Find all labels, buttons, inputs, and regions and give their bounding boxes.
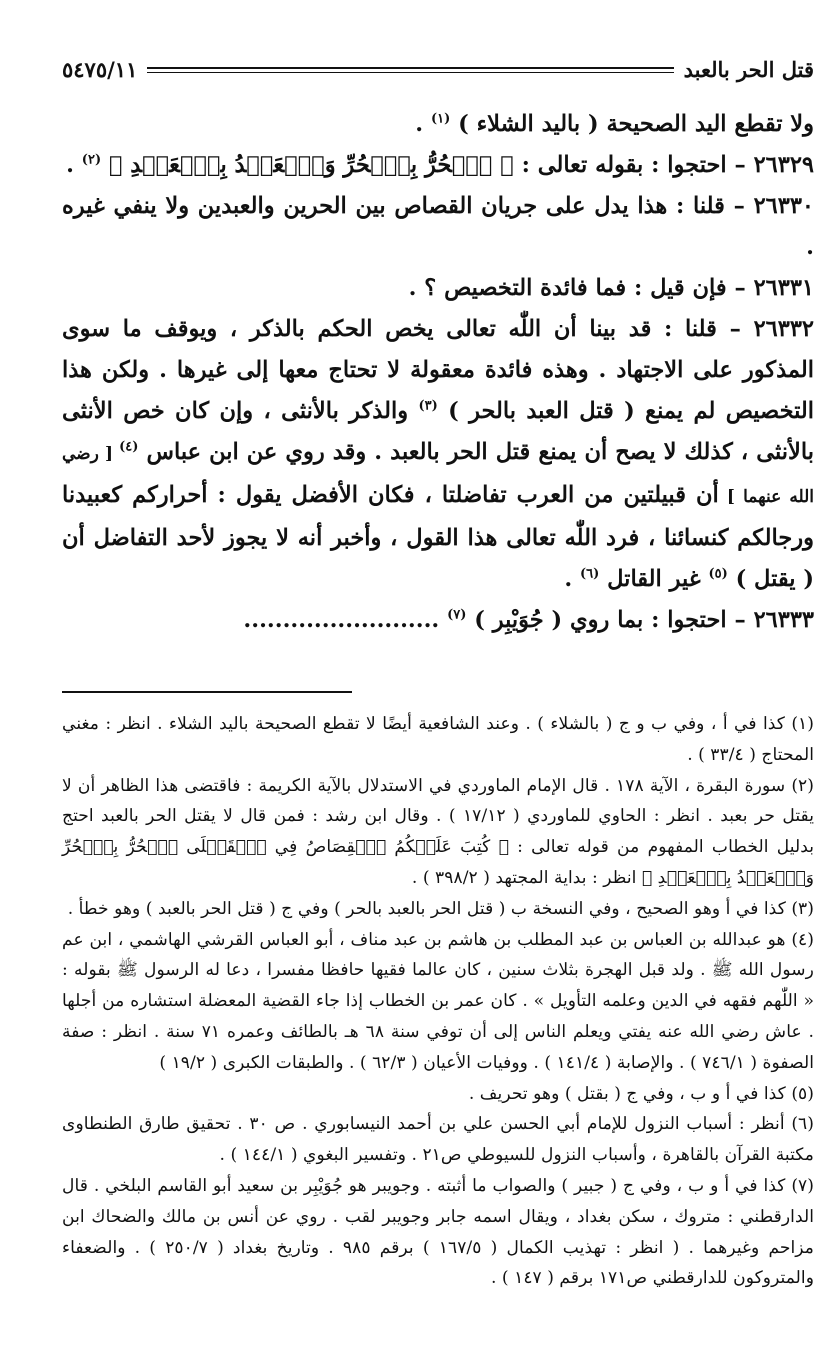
paragraph-text: والذكر بالأنثى ، وإن كان خص الأنثى بالأنثى ، كذلك لا يصح أن يمنع قتل الحر بالعبد . وقد روي عن ابن عباس xyxy=(62,398,814,465)
paragraph-number: ٢٦٣٣٣ xyxy=(753,607,814,633)
footnote-1: (١) كذا في أ ، وفي ب و ج ( بالشلاء ) . وعند الشافعية أيضًا لا تقطع الصحيحة باليد الشلاء . انظر : مغني المحتاج ( ٣٣/٤ ) . xyxy=(62,714,814,765)
paragraph-text: ولا تقطع اليد الصحيحة ( باليد الشلاء ) xyxy=(458,111,814,137)
paragraph-text: – فإن قيل : فما فائدة التخصيص ؟ . xyxy=(408,275,754,301)
paragraph-end: . xyxy=(66,152,74,178)
paragraph-number: ٢٦٣٣١ xyxy=(753,275,814,301)
paragraph-end: . xyxy=(415,111,424,137)
continuation-dots: ......................... xyxy=(243,607,448,633)
paragraph-26331 xyxy=(62,268,814,309)
quran-verse: ﴿ ٱلۡحُرُّ بِٱلۡحُرِّ وَٱلۡعَبۡدُ بِٱلۡعَبۡدِ ﴾ xyxy=(108,152,514,178)
paragraph-26329 xyxy=(62,145,814,186)
footnote-4: (٤) هو عبدالله بن العباس بن عبد المطلب بن هاشم بن عبد مناف ، أبو العباس القرشي الهاشمي ، ابن عم رسول الله ﷺ . ولد قبل الهجرة بثلاث سنين ، كان عالما فقيها حافظا مفسرا ، دعا له الرسول ﷺ بقوله : « اللّٰهم فقهه في الدين وعلمه التأويل » . كان عمر بن الخطاب إذا جاء القضية المعضلة استشاره من أجلها . عاش رضي الله عنه يفتي ويعلم الناس إلى أن توفي سنة ٦٨ هـ بالطائف وعمره ٧١ سنة . انظر : صفة الصفوة ( ٧٤٦/١ ) . والإصابة ( ١٤١/٤ ) . ووفيات الأعيان ( ٦٢/٣ ) . والطبقات الكبرى ( ١٩/٢ ) xyxy=(62,929,814,1073)
footnote-3: (٣) كذا في أ وهو الصحيح ، وفي النسخة ب ( قتل الحر بالعبد بالحر ) وفي ج ( قتل الحر بالعبد ) وهو خطأ . xyxy=(67,898,814,919)
footnote-ref[interactable]: (٦) xyxy=(580,566,600,582)
paragraph-26333 xyxy=(62,600,814,641)
footnotes xyxy=(62,709,814,1294)
honorific-glyph: [ رضي الله عنهما ] xyxy=(62,444,814,507)
footnote-ref[interactable]: (٢) xyxy=(81,152,102,168)
paragraph-26330 xyxy=(62,186,814,268)
main-text xyxy=(62,104,814,641)
footnote-7: (٧) كذا في أ و ب ، وفي ج ( جبير ) والصواب ما أثبته . وجويبر هو جُوَيْبِر بن سعيد أبو القاسم البلخي . قال الدارقطني : متروك ، سكن بغداد ، ويقال اسمه جابر وجويبر لقب . روي عن أنس بن مالك والضحاك ابن مزاحم وغيرهما . ( انظر : تهذيب الكمال ( ١٦٧/٥ ) برقم ٩٨٥ . وتاريخ بغداد ( ٢٥٠/٧ ) . والضعفاء والمتروكون للدارقطني ص١٧١ برقم ( ١٤٧ ) . xyxy=(62,1175,814,1289)
paragraph-text: غير القاتل xyxy=(599,566,709,592)
footnote-6: (٦) أنظر : أسباب النزول للإمام أبي الحسن علي بن أحمد النيسابوري . ص ٣٠ . تحقيق طارق الطنطاوى مكتبة القرآن بالقاهرة ، وأسباب النزول للسيوطي ص٢١ . وتفسير البغوي ( ١٤٤/١ ) . xyxy=(62,1114,814,1166)
footnote-separator xyxy=(62,691,352,693)
running-header xyxy=(62,52,814,86)
footnote-ref[interactable]: (٥) xyxy=(708,566,728,582)
footnote-ref[interactable]: (١) xyxy=(430,111,451,127)
paragraph-1 xyxy=(62,104,814,145)
header-rule xyxy=(147,67,673,73)
paragraph-text: – قلنا : قد بينا أن اللّٰه تعالى يخص الحكم بالذكر ، ويوقف ما سوى المذكور على الاجتهاد . وهذه فائدة معقولة لا تحتاج معها إلى غيرها . ولكن هذا التخصيص لم يمنع ( قتل العبد بالحر ) xyxy=(62,316,814,424)
paragraph-text: – احتجوا : بقوله تعالى : xyxy=(513,152,754,178)
paragraph-26332 xyxy=(62,309,814,600)
book-page xyxy=(62,52,814,1294)
footnote-2: (٢) سورة البقرة ، الآية ١٧٨ . قال الإمام الماوردي في الاستدلال بالآية الكريمة : فاقتضى هذا الظاهر أن لا يقتل حر بعبد . انظر : الحاوي للماوردي ( ١٧/١٢ ) . وقال ابن رشد : فمن قال لا يقتل الحر بالعبد احتج بدليل الخطاب المفهوم من قوله تعالى : ﴿ كُتِبَ عَلَيۡكُمُ ٱلۡقِصَاصُ فِي ٱلۡقَتۡلَى ٱلۡحُرُّ بِٱلۡحُرِّ وَٱلۡعَبۡدُ بِٱلۡعَبۡدِ ﴾ انظر : بداية المجتهد ( ٣٩٨/٢ ) . xyxy=(62,775,814,888)
footnote-5: (٥) كذا في أ و ب ، وفي ج ( بقتل ) وهو تحريف . xyxy=(468,1083,814,1104)
paragraph-number: ٢٦٣٢٩ xyxy=(753,152,814,178)
paragraph-end: . xyxy=(564,566,581,592)
paragraph-number: ٢٦٣٣٠ xyxy=(753,193,814,219)
footnote-ref[interactable]: (٤) xyxy=(119,439,139,455)
footnote-ref[interactable]: (٧) xyxy=(447,607,467,623)
footnote-ref[interactable]: (٣) xyxy=(418,398,438,414)
page-number: ٥٤٧٥/١١ xyxy=(62,56,138,82)
paragraph-number: ٢٦٣٣٢ xyxy=(753,316,814,342)
paragraph-text: – احتجوا : بما روي ( جُوَيْبِر ) xyxy=(466,607,754,633)
paragraph-text: – قلنا : هذا يدل على جريان القصاص بين الحرين والعبدين ولا ينفي غيره . xyxy=(62,193,814,260)
running-title: قتل الحر بالعبد xyxy=(683,56,814,82)
paragraph-text: أن قبيلتين من العرب تفاضلتا ، فكان الأفضل يقول : أحراركم كعبيدنا ورجالكم كنسائنا ، فرد اللّٰه تعالى هذا القول ، وأخبر أنه لا يجوز لأحد التفاضل أن ( يقتل ) xyxy=(62,482,814,592)
